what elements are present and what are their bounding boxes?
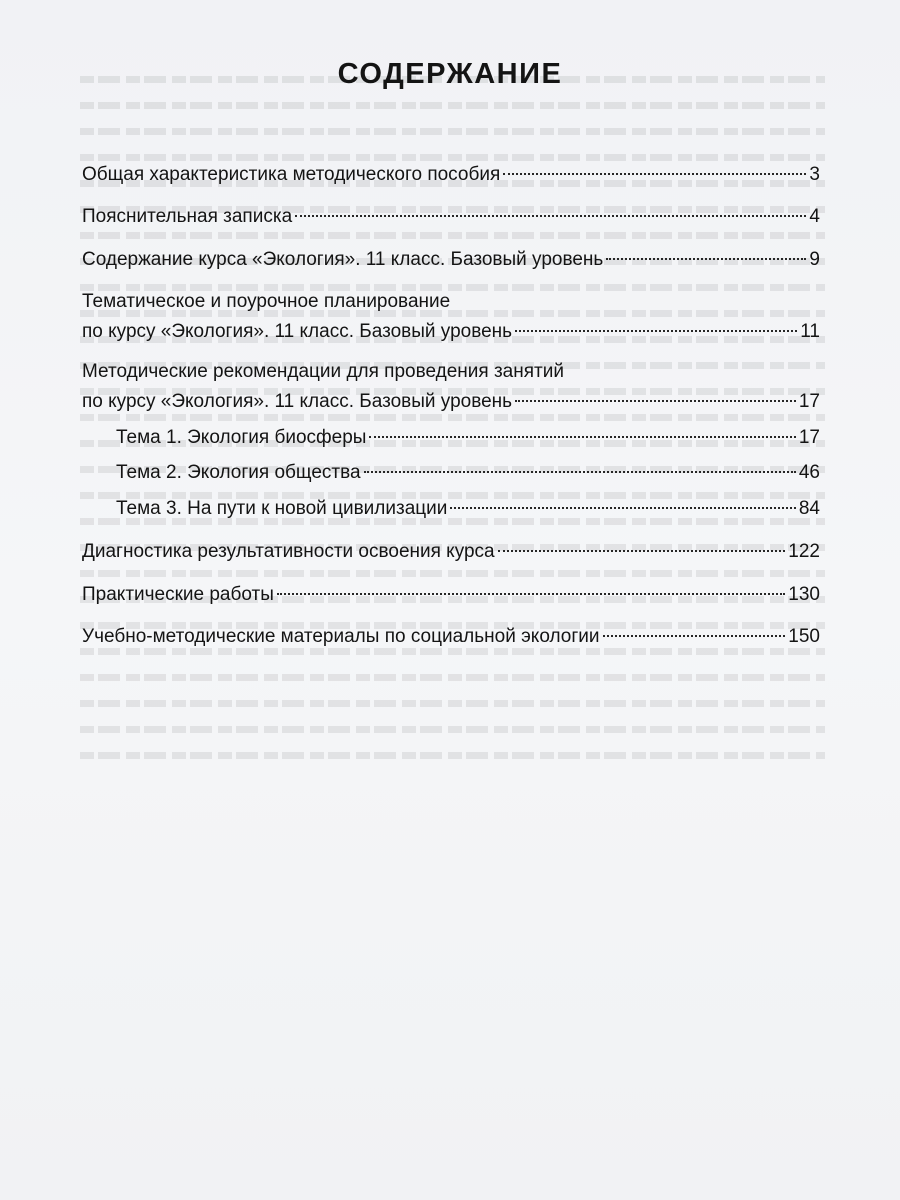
toc-entry-page: 4 bbox=[809, 206, 820, 227]
toc-entry-page: 3 bbox=[809, 164, 820, 185]
toc-entry-page: 150 bbox=[788, 626, 820, 647]
toc-entry bbox=[82, 160, 820, 190]
dot-leader bbox=[606, 258, 806, 260]
dot-leader bbox=[364, 471, 796, 473]
toc-entry-title: Учебно-методические материалы по социальной экологии bbox=[82, 626, 600, 647]
toc-entry bbox=[82, 245, 820, 275]
dot-leader bbox=[515, 330, 797, 332]
toc-subentry bbox=[116, 423, 820, 453]
toc-entry-page: 84 bbox=[798, 498, 820, 519]
toc-entry-page: 17 bbox=[798, 391, 820, 412]
dot-leader bbox=[369, 436, 795, 438]
toc-entry-title: Содержание курса «Экология». 11 класс. Базовый уровень bbox=[82, 249, 604, 270]
toc-entry bbox=[82, 537, 820, 567]
toc-entry-page: 17 bbox=[798, 427, 820, 448]
toc-entry-page: 130 bbox=[788, 584, 820, 605]
dot-leader bbox=[295, 215, 806, 217]
toc-entry-title: Общая характеристика методического пособия bbox=[82, 164, 501, 185]
dot-leader bbox=[603, 635, 786, 637]
toc-entry-title: Пояснительная записка bbox=[82, 206, 293, 227]
toc-subentry bbox=[116, 458, 820, 488]
toc-entry-page: 122 bbox=[788, 541, 820, 562]
toc-subentry bbox=[116, 494, 820, 524]
toc-entry-title: по курсу «Экология». 11 класс. Базовый уровень bbox=[82, 391, 513, 412]
toc-entry-title-line1: Тематическое и поурочное планирование bbox=[82, 291, 451, 312]
toc-entry bbox=[82, 580, 820, 610]
toc-entry-title: Диагностика результативности освоения курса bbox=[82, 541, 495, 562]
dot-leader bbox=[515, 400, 796, 402]
toc-entry bbox=[82, 357, 820, 417]
toc-entry bbox=[82, 287, 820, 347]
toc-entry bbox=[82, 202, 820, 232]
dot-leader bbox=[498, 550, 786, 552]
dot-leader bbox=[503, 173, 806, 175]
toc-entry-title: Тема 3. На пути к новой цивилизации bbox=[116, 498, 448, 519]
toc-entry-title: Тема 1. Экология биосферы bbox=[116, 427, 367, 448]
page-title: СОДЕРЖАНИЕ bbox=[337, 58, 563, 90]
toc-entry-title: Практические работы bbox=[82, 584, 274, 605]
toc-entry-page: 11 bbox=[800, 321, 820, 342]
dot-leader bbox=[277, 593, 785, 595]
dot-leader bbox=[450, 507, 795, 509]
toc-entry bbox=[82, 622, 820, 652]
toc-entry-page: 46 bbox=[798, 462, 820, 483]
toc-entry-title: Тема 2. Экология общества bbox=[116, 462, 361, 483]
toc-entry-page: 9 bbox=[809, 249, 820, 270]
toc-entry-title: по курсу «Экология». 11 класс. Базовый уровень bbox=[82, 321, 513, 342]
toc-entry-title-line1: Методические рекомендации для проведения занятий bbox=[82, 361, 564, 382]
